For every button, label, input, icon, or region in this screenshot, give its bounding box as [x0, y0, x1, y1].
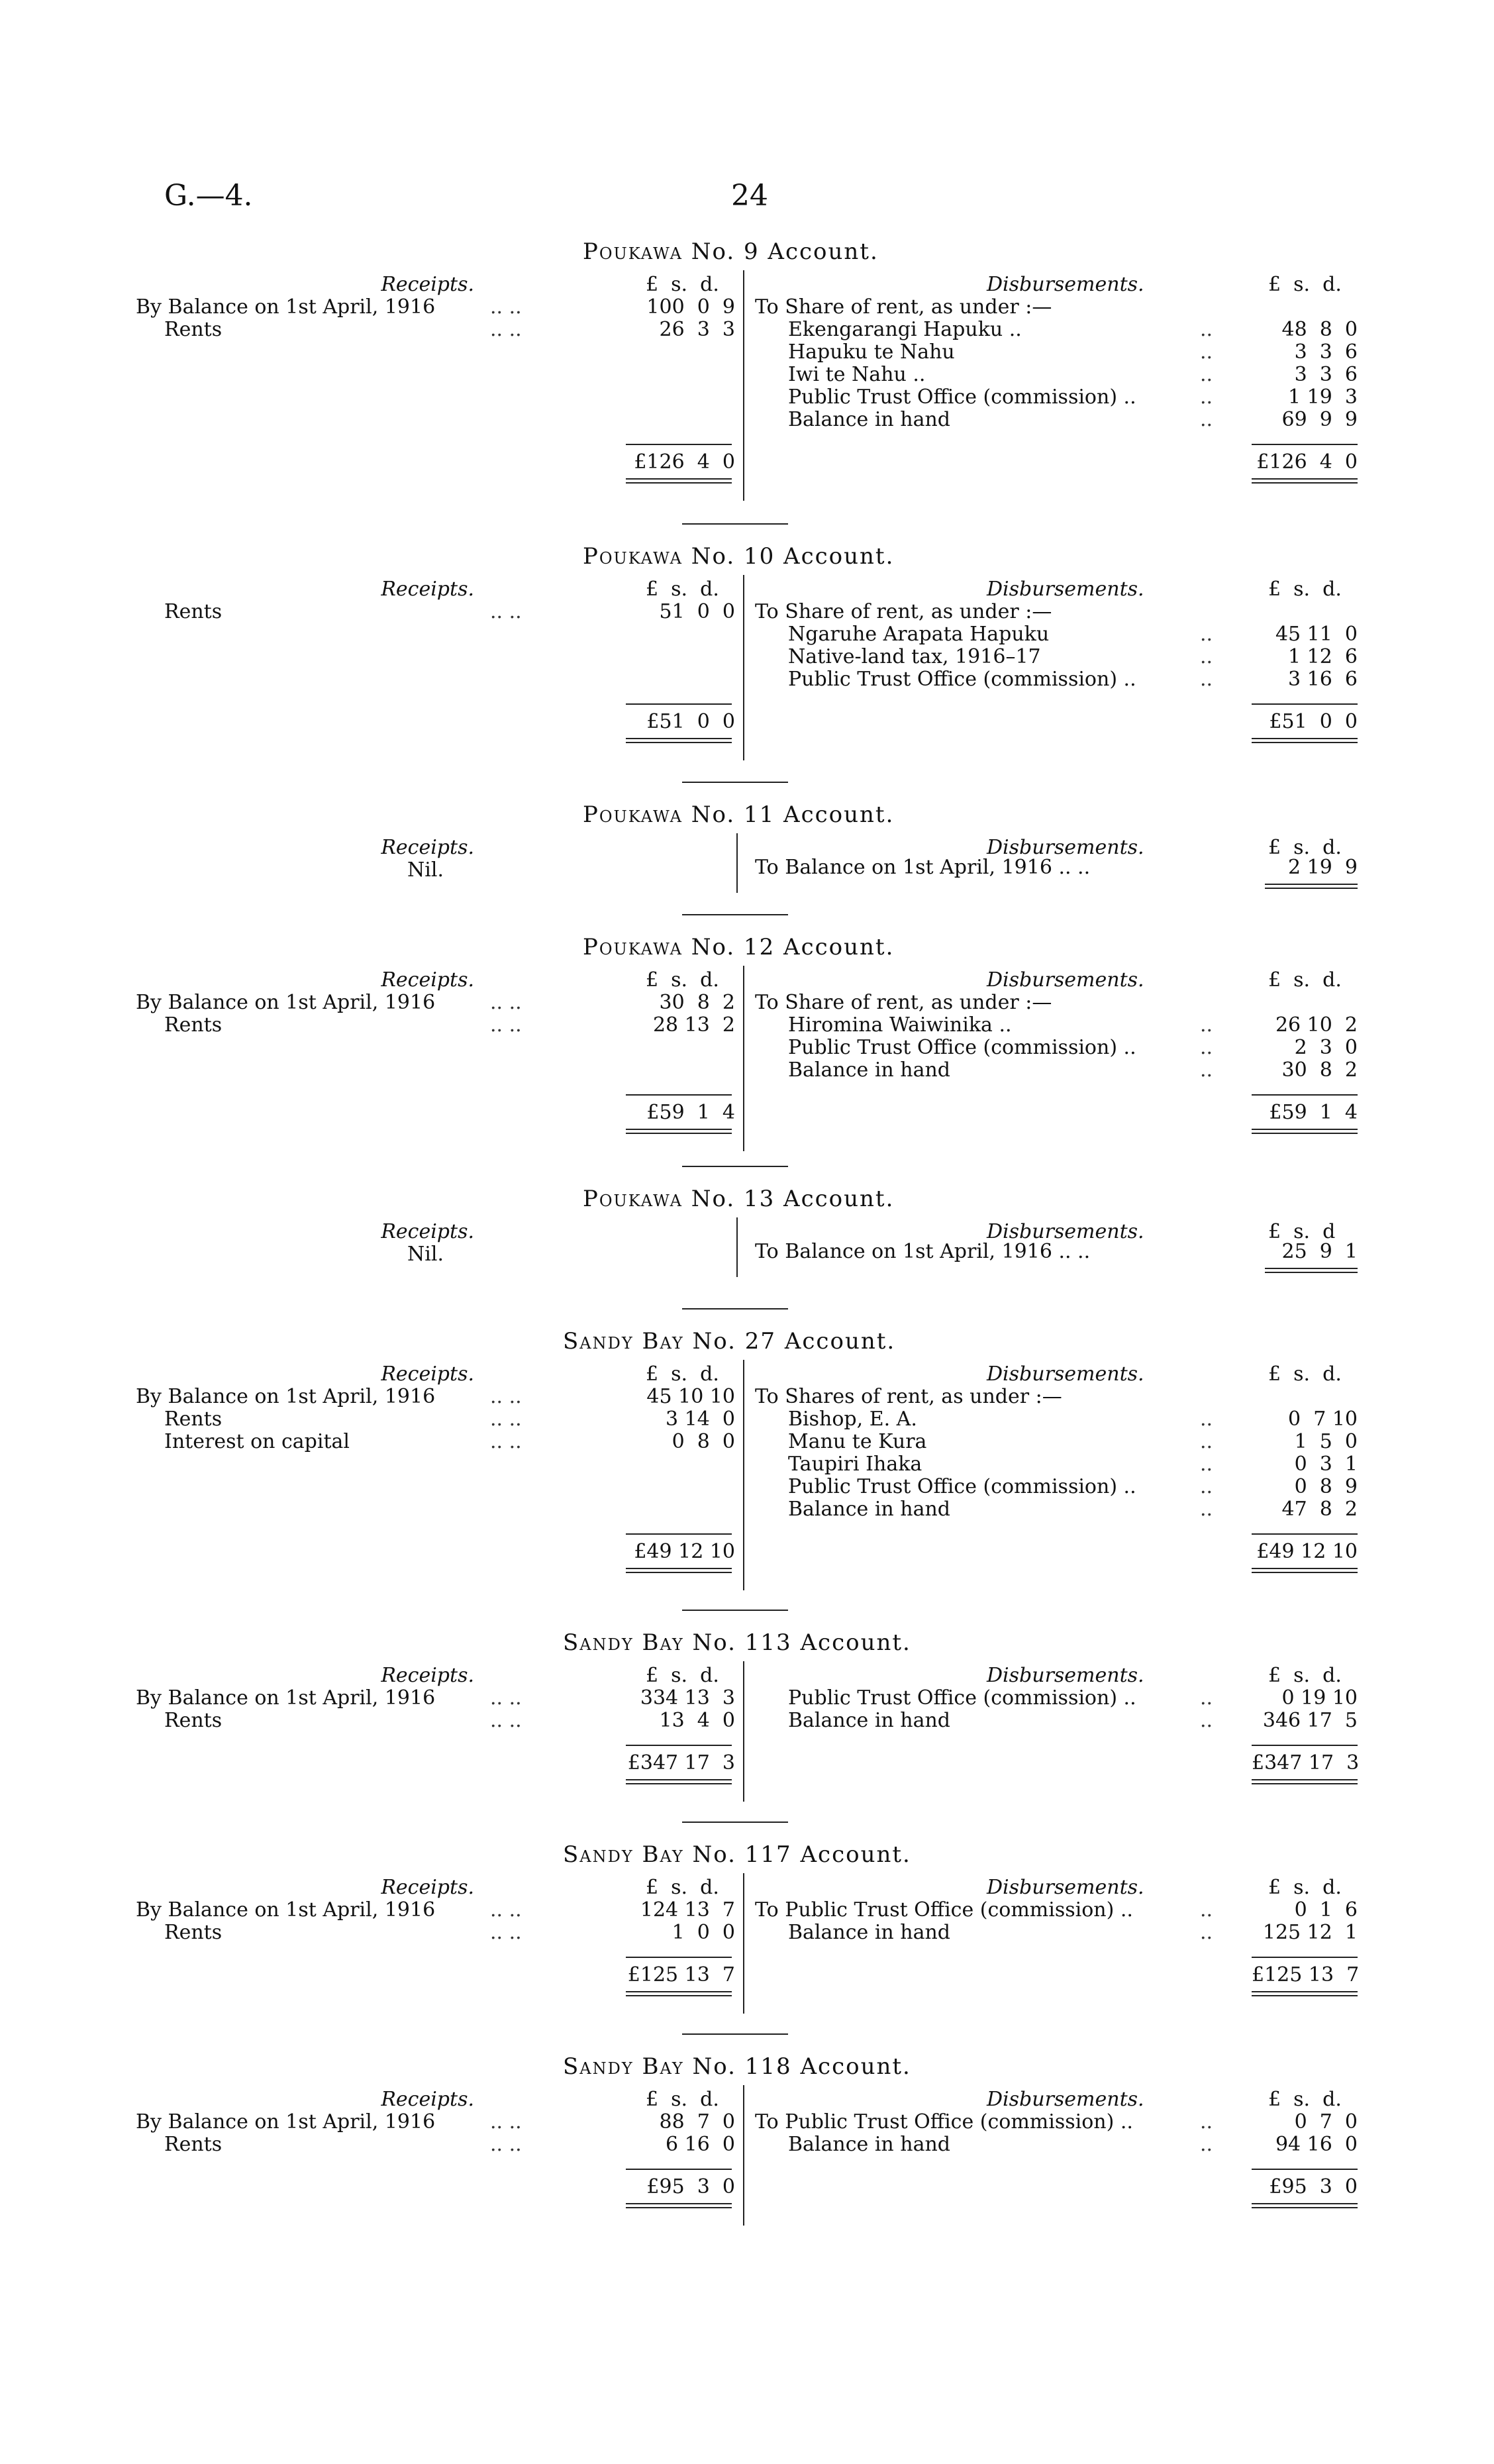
receipt-label: Rents	[164, 1408, 223, 1431]
total-rule-left	[626, 1568, 732, 1573]
receipts-total: £59 1 4	[646, 1101, 735, 1124]
disbursement-label: To Share of rent, as under :—	[755, 600, 1052, 623]
disbursement-amount: 26 10 2	[1275, 1013, 1358, 1037]
receipts-total: £95 3 0	[646, 2175, 735, 2198]
disbursement-label: Public Trust Office (commission) ..	[788, 668, 1136, 691]
disbursement-label: Balance in hand	[788, 1709, 951, 1732]
disbursements-total: £95 3 0	[1269, 2175, 1358, 2198]
leader-dots: .. ..	[490, 2133, 522, 2156]
disbursement-label: Ngaruhe Arapata Hapuku	[788, 623, 1050, 646]
receipts-heading: Receipts.	[381, 1362, 474, 1386]
currency-header-right: £ s. d.	[1268, 968, 1342, 992]
column-divider	[743, 1661, 744, 1802]
disbursement-amount: 1 5 0	[1294, 1430, 1358, 1453]
disbursements-heading: Disbursements.	[987, 578, 1144, 601]
leader-dots: ..	[1200, 668, 1213, 691]
receipt-amount: 26 3 3	[659, 318, 735, 341]
currency-header-right: £ s. d.	[1268, 578, 1342, 601]
leader-dots: ..	[1200, 1498, 1213, 1521]
total-rule-right	[1252, 1991, 1358, 1996]
disbursement-label: Public Trust Office (commission) ..	[788, 1686, 1136, 1710]
disbursement-label: To Public Trust Office (commission) ..	[755, 1898, 1133, 1922]
leader-dots: ..	[1200, 408, 1213, 431]
disbursement-label: Manu te Kura	[788, 1430, 927, 1453]
receipt-amount: 45 10 10	[646, 1385, 735, 1408]
disbursements-heading: Disbursements.	[987, 1362, 1144, 1386]
disbursements-heading: Disbursements.	[987, 968, 1144, 992]
leader-dots: ..	[1200, 2133, 1213, 2156]
account-name: Poukawa	[583, 543, 683, 570]
leader-dots: ..	[1200, 1898, 1213, 1922]
disbursement-amount: 3 16 6	[1288, 668, 1358, 691]
receipt-label: Rents	[164, 1709, 223, 1732]
leader-dots: .. ..	[490, 1430, 522, 1453]
receipt-amount: 100 0 9	[646, 295, 735, 319]
account-title	[583, 934, 894, 960]
disbursement-label: Public Trust Office (commission) ..	[788, 385, 1136, 409]
account-number: No. 118 Account.	[683, 2053, 911, 2080]
account-number: No. 117 Account.	[683, 1841, 911, 1868]
account-name: Poukawa	[583, 934, 683, 960]
receipts-heading: Receipts.	[381, 578, 474, 601]
subtotal-rule-right	[1252, 1094, 1358, 1096]
total-rule-left	[626, 478, 732, 484]
leader-dots: ..	[1200, 1058, 1213, 1082]
leader-dots: .. ..	[490, 1013, 522, 1037]
receipt-label: Rents	[164, 318, 223, 341]
section-separator	[682, 1610, 788, 1611]
currency-header-right: £ s. d.	[1268, 1876, 1342, 1899]
leader-dots: .. ..	[490, 1709, 522, 1732]
receipts-heading: Receipts.	[381, 1876, 474, 1899]
receipt-label: Rents	[164, 1013, 223, 1037]
disbursement-amount: 69 9 9	[1281, 408, 1358, 431]
disbursement-label: Public Trust Office (commission) ..	[788, 1475, 1136, 1498]
currency-header-left: £ s. d.	[646, 968, 719, 992]
receipt-amount: 51 0 0	[659, 600, 735, 623]
receipts-heading: Receipts.	[381, 273, 474, 296]
receipts-heading: Receipts.	[381, 836, 474, 859]
leader-dots: .. ..	[490, 1408, 522, 1431]
total-rule-right	[1252, 738, 1358, 743]
column-divider	[743, 1873, 744, 2014]
leader-dots: .. ..	[490, 1686, 522, 1710]
account-name: Poukawa	[583, 238, 683, 265]
total-rule-left	[626, 1129, 732, 1134]
account-title	[583, 543, 894, 570]
disbursement-amount: 346 17 5	[1262, 1709, 1358, 1732]
page-reference: G.—4.	[164, 179, 253, 213]
disbursement-label: Ekengarangi Hapuku ..	[788, 318, 1022, 341]
column-divider	[743, 575, 744, 760]
receipt-label: By Balance on 1st April, 1916	[136, 991, 436, 1014]
account-name: Poukawa	[583, 801, 683, 828]
receipt-label: By Balance on 1st April, 1916	[136, 1686, 436, 1710]
receipt-amount: 0 8 0	[672, 1430, 735, 1453]
section-separator	[682, 1166, 788, 1167]
disbursement-amount: 0 19 10	[1281, 1686, 1358, 1710]
subtotal-rule-right	[1252, 2169, 1358, 2170]
disbursement-amount: 0 7 10	[1288, 1408, 1358, 1431]
total-rule-right	[1252, 2203, 1358, 2208]
subtotal-rule-right	[1252, 1533, 1358, 1535]
column-divider	[743, 966, 744, 1151]
leader-dots: ..	[1200, 1475, 1213, 1498]
receipt-amount: 124 13 7	[640, 1898, 735, 1922]
column-divider	[743, 2085, 744, 2226]
receipts-heading: Receipts.	[381, 2088, 474, 2111]
account-title	[563, 1841, 911, 1868]
account-title	[563, 1629, 911, 1656]
disbursement-label: Iwi te Nahu ..	[788, 363, 926, 386]
disbursements-heading: Disbursements.	[987, 273, 1144, 296]
subtotal-rule-right	[1252, 703, 1358, 705]
total-rule-left	[626, 1779, 732, 1784]
subtotal-rule-right	[1252, 1745, 1358, 1746]
receipts-heading: Receipts.	[381, 968, 474, 992]
section-separator	[682, 2033, 788, 2035]
leader-dots: .. ..	[490, 295, 522, 319]
disbursement-label: To Share of rent, as under :—	[755, 295, 1052, 319]
disbursement-amount: 2 19 9	[1288, 856, 1358, 879]
column-divider	[743, 270, 744, 501]
currency-header-right: £ s. d.	[1268, 1664, 1342, 1687]
receipts-nil: Nil.	[407, 1243, 444, 1266]
receipts-total: £126 4 0	[634, 450, 735, 474]
currency-header-right: £ s. d.	[1268, 1362, 1342, 1386]
account-number: No. 10 Account.	[682, 543, 895, 570]
currency-header-left: £ s. d.	[646, 273, 719, 296]
receipt-label: Interest on capital	[164, 1430, 350, 1453]
total-rule-right	[1252, 1568, 1358, 1573]
disbursement-amount: 94 16 0	[1275, 2133, 1358, 2156]
subtotal-rule-left	[626, 703, 732, 705]
subtotal-rule-left	[626, 444, 732, 445]
account-number: No. 27 Account.	[683, 1328, 896, 1355]
disbursement-amount: 0 3 1	[1294, 1453, 1358, 1476]
receipt-amount: 334 13 3	[640, 1686, 735, 1710]
section-separator	[682, 914, 788, 915]
receipts-nil: Nil.	[407, 858, 444, 882]
disbursement-label: Native-land tax, 1916–17	[788, 645, 1041, 668]
receipts-heading: Receipts.	[381, 1664, 474, 1687]
leader-dots: ..	[1200, 645, 1213, 668]
disbursement-amount: 1 12 6	[1288, 645, 1358, 668]
receipt-label: By Balance on 1st April, 1916	[136, 2110, 436, 2133]
account-title	[583, 801, 894, 828]
disbursement-label: Balance in hand	[788, 1921, 951, 1944]
disbursement-label: Hiromina Waiwinika ..	[788, 1013, 1012, 1037]
disbursement-total-rule	[1265, 884, 1358, 889]
subtotal-rule-left	[626, 1094, 732, 1096]
receipt-amount: 13 4 0	[659, 1709, 735, 1732]
leader-dots: .. ..	[490, 318, 522, 341]
subtotal-rule-right	[1252, 1957, 1358, 1958]
account-number: No. 12 Account.	[682, 934, 895, 960]
leader-dots: ..	[1200, 1686, 1213, 1710]
disbursement-label: Balance in hand	[788, 1058, 951, 1082]
disbursements-heading: Disbursements.	[987, 1220, 1144, 1243]
receipts-total: £347 17 3	[627, 1751, 735, 1774]
section-separator	[682, 523, 788, 525]
disbursement-amount: 3 3 6	[1294, 340, 1358, 364]
receipts-heading: Receipts.	[381, 1220, 474, 1243]
subtotal-rule-left	[626, 1957, 732, 1958]
receipt-amount: 1 0 0	[672, 1921, 735, 1944]
account-number: No. 11 Account.	[682, 801, 895, 828]
disbursements-total: £347 17 3	[1252, 1751, 1360, 1774]
disbursement-label: Public Trust Office (commission) ..	[788, 1036, 1136, 1059]
disbursements-total: £51 0 0	[1269, 710, 1358, 733]
disbursement-amount: 45 11 0	[1275, 623, 1358, 646]
leader-dots: ..	[1200, 1921, 1213, 1944]
disbursement-label: Hapuku te Nahu	[788, 340, 955, 364]
disbursements-total: £125 13 7	[1252, 1963, 1360, 1986]
leader-dots: .. ..	[490, 2110, 522, 2133]
disbursement-label: To Share of rent, as under :—	[755, 991, 1052, 1014]
receipt-label: By Balance on 1st April, 1916	[136, 1385, 436, 1408]
leader-dots: .. ..	[490, 991, 522, 1014]
receipts-total: £125 13 7	[627, 1963, 735, 1986]
leader-dots: .. ..	[490, 600, 522, 623]
disbursement-label: To Balance on 1st April, 1916 .. ..	[755, 856, 1091, 879]
disbursements-total: £59 1 4	[1269, 1101, 1358, 1124]
disbursement-label: Bishop, E. A.	[788, 1408, 917, 1431]
account-number: No. 113 Account.	[683, 1629, 911, 1656]
subtotal-rule-left	[626, 1745, 732, 1746]
disbursements-heading: Disbursements.	[987, 1664, 1144, 1687]
disbursement-label: To Shares of rent, as under :—	[755, 1385, 1062, 1408]
account-name: Sandy Bay	[563, 2053, 684, 2080]
currency-header-right: £ s. d.	[1268, 273, 1342, 296]
disbursement-amount: 125 12 1	[1262, 1921, 1358, 1944]
leader-dots: .. ..	[490, 1898, 522, 1922]
leader-dots: .. ..	[490, 1385, 522, 1408]
leader-dots: ..	[1200, 1453, 1213, 1476]
currency-header-right: £ s. d.	[1268, 2088, 1342, 2111]
disbursement-amount: 0 1 6	[1294, 1898, 1358, 1922]
total-rule-right	[1252, 1129, 1358, 1134]
column-divider	[736, 1217, 738, 1277]
disbursement-amount: 48 8 0	[1281, 318, 1358, 341]
leader-dots: .. ..	[490, 1921, 522, 1944]
section-separator	[682, 1822, 788, 1823]
leader-dots: ..	[1200, 2110, 1213, 2133]
leader-dots: ..	[1200, 1430, 1213, 1453]
disbursement-amount: 47 8 2	[1281, 1498, 1358, 1521]
disbursements-heading: Disbursements.	[987, 836, 1144, 859]
total-rule-left	[626, 1991, 732, 1996]
receipt-amount: 3 14 0	[666, 1408, 735, 1431]
disbursement-label: Balance in hand	[788, 2133, 951, 2156]
account-title	[563, 2053, 911, 2080]
account-title	[583, 238, 879, 265]
currency-header-right: £ s. d	[1268, 1220, 1336, 1243]
account-name: Sandy Bay	[563, 1629, 684, 1656]
section-separator	[682, 782, 788, 783]
account-name: Poukawa	[583, 1186, 683, 1212]
disbursement-amount: 30 8 2	[1281, 1058, 1358, 1082]
leader-dots: ..	[1200, 385, 1213, 409]
disbursements-total: £126 4 0	[1256, 450, 1358, 474]
receipt-amount: 30 8 2	[659, 991, 735, 1014]
receipt-amount: 88 7 0	[659, 2110, 735, 2133]
currency-header-left: £ s. d.	[646, 1876, 719, 1899]
receipt-label: By Balance on 1st April, 1916	[136, 1898, 436, 1922]
currency-header-left: £ s. d.	[646, 1664, 719, 1687]
disbursement-amount: 1 19 3	[1288, 385, 1358, 409]
disbursement-total-rule	[1265, 1268, 1358, 1273]
page-number: 24	[731, 179, 768, 213]
disbursement-label: To Public Trust Office (commission) ..	[755, 2110, 1133, 2133]
receipt-label: Rents	[164, 600, 223, 623]
disbursements-heading: Disbursements.	[987, 1876, 1144, 1899]
currency-header-right: £ s. d.	[1268, 836, 1342, 859]
disbursement-amount: 0 8 9	[1294, 1475, 1358, 1498]
receipt-amount: 28 13 2	[652, 1013, 735, 1037]
column-divider	[736, 833, 738, 893]
section-separator	[682, 1308, 788, 1309]
total-rule-left	[626, 2203, 732, 2208]
account-name: Sandy Bay	[563, 1328, 684, 1355]
account-name: Sandy Bay	[563, 1841, 684, 1868]
receipt-label: Rents	[164, 2133, 223, 2156]
disbursement-amount: 2 3 0	[1294, 1036, 1358, 1059]
subtotal-rule-right	[1252, 444, 1358, 445]
disbursements-heading: Disbursements.	[987, 2088, 1144, 2111]
account-number: No. 13 Account.	[682, 1186, 895, 1212]
currency-header-left: £ s. d.	[646, 2088, 719, 2111]
receipt-amount: 6 16 0	[666, 2133, 735, 2156]
leader-dots: ..	[1200, 1036, 1213, 1059]
disbursement-label: To Balance on 1st April, 1916 .. ..	[755, 1240, 1091, 1263]
disbursement-amount: 25 9 1	[1281, 1240, 1358, 1263]
leader-dots: ..	[1200, 1013, 1213, 1037]
disbursement-label: Balance in hand	[788, 408, 951, 431]
leader-dots: ..	[1200, 318, 1213, 341]
receipts-total: £51 0 0	[646, 710, 735, 733]
currency-header-left: £ s. d.	[646, 578, 719, 601]
disbursement-amount: 3 3 6	[1294, 363, 1358, 386]
disbursements-total: £49 12 10	[1256, 1540, 1358, 1563]
subtotal-rule-left	[626, 1533, 732, 1535]
account-title	[583, 1186, 894, 1212]
subtotal-rule-left	[626, 2169, 732, 2170]
account-number: No. 9 Account.	[682, 238, 879, 265]
receipt-label: Rents	[164, 1921, 223, 1944]
currency-header-left: £ s. d.	[646, 1362, 719, 1386]
leader-dots: ..	[1200, 1709, 1213, 1732]
leader-dots: ..	[1200, 623, 1213, 646]
account-title	[563, 1328, 895, 1355]
disbursement-label: Balance in hand	[788, 1498, 951, 1521]
disbursement-label: Taupiri Ihaka	[788, 1453, 922, 1476]
column-divider	[743, 1360, 744, 1590]
leader-dots: ..	[1200, 1408, 1213, 1431]
total-rule-right	[1252, 1779, 1358, 1784]
receipt-label: By Balance on 1st April, 1916	[136, 295, 436, 319]
leader-dots: ..	[1200, 363, 1213, 386]
total-rule-right	[1252, 478, 1358, 484]
total-rule-left	[626, 738, 732, 743]
disbursement-amount: 0 7 0	[1294, 2110, 1358, 2133]
receipts-total: £49 12 10	[634, 1540, 735, 1563]
leader-dots: ..	[1200, 340, 1213, 364]
